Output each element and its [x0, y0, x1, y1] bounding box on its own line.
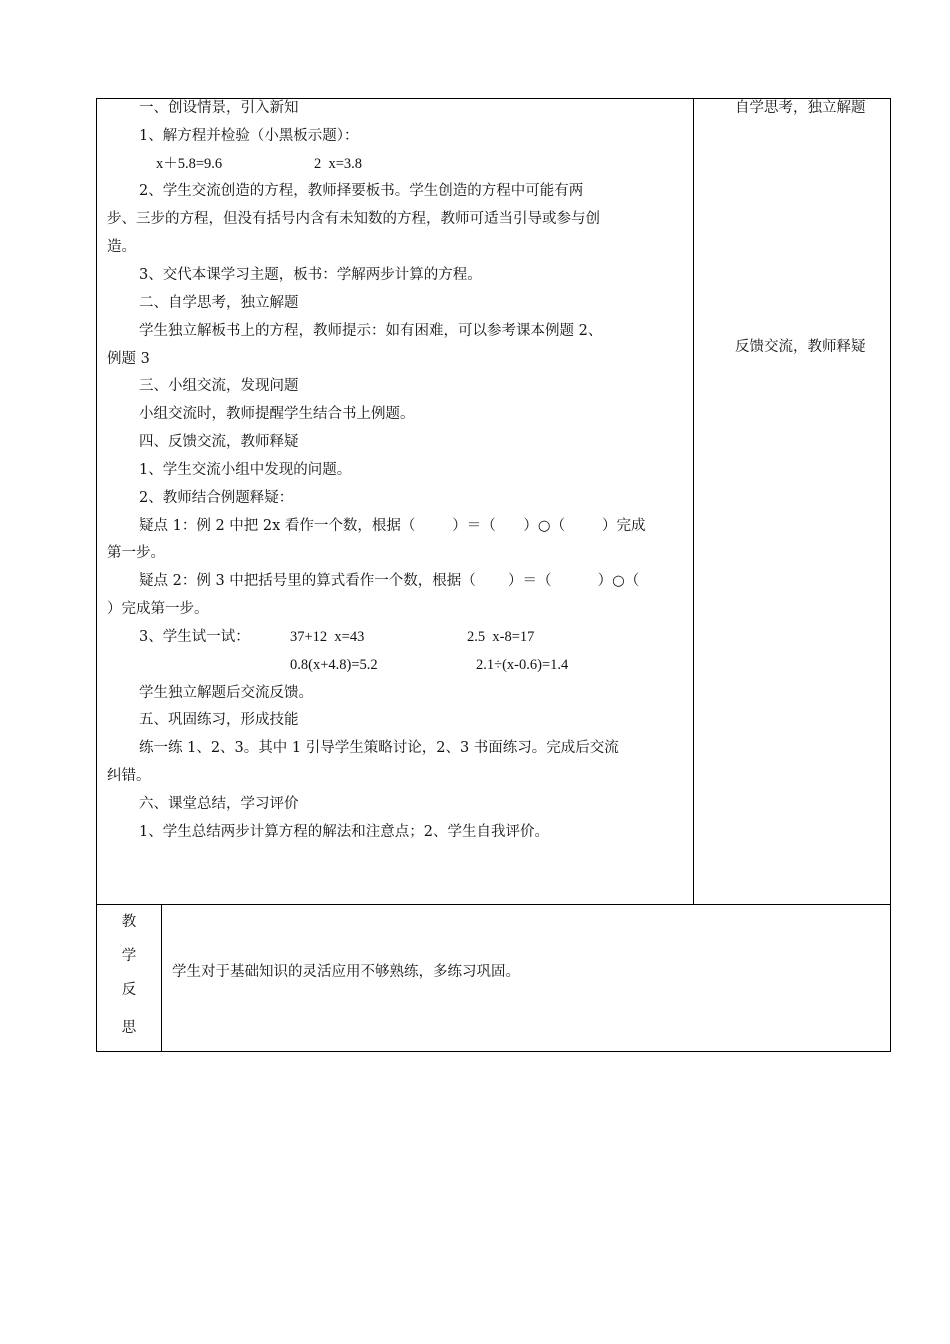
lesson-line: 1、学生总结两步计算方程的解法和注意点；2、学生自我评价。 [139, 824, 549, 840]
lesson-line: 2、教师结合例题释疑： [139, 490, 294, 506]
side-note: 反馈交流，教师释疑 [735, 339, 866, 355]
lesson-line: 3、交代本课学习主题，板书：学解两步计算的方程。 [139, 267, 482, 283]
row-divider [96, 904, 891, 905]
equation: 2.1÷(x-0.6)=1.4 [476, 657, 569, 673]
section-heading: 二、自学思考，独立解题 [139, 295, 299, 311]
section-heading: 四、反馈交流，教师释疑 [139, 434, 299, 450]
lesson-line: 2、学生交流创造的方程，教师择要板书。学生创造的方程中可能有两 [139, 183, 584, 199]
equation: x＋5.8=9.6 [156, 156, 223, 172]
lesson-line: ）完成第一步。 [107, 601, 209, 617]
table-border-left [96, 98, 97, 1052]
equation: 2.5 x-8=17 [467, 629, 535, 645]
equation: 2 x=3.8 [314, 156, 363, 172]
equation: 0.8(x+4.8)=5.2 [290, 657, 378, 673]
lesson-line: 疑点 1：例 2 中把 2x 看作一个数，根据（ ）＝（ ）○（ ）完成 [139, 518, 646, 534]
lesson-line: 1、学生交流小组中发现的问题。 [139, 462, 352, 478]
section-heading: 五、巩固练习，形成技能 [139, 712, 299, 728]
table-border-bottom [96, 1051, 891, 1052]
section-heading: 三、小组交流，发现问题 [139, 378, 299, 394]
lesson-line: 造。 [107, 239, 136, 255]
lesson-line: 3、学生试一试： [139, 629, 250, 645]
lesson-line: 步、三步的方程，但没有括号内含有未知数的方程，教师可适当引导或参与创 [107, 211, 600, 227]
lesson-line: 第一步。 [107, 545, 165, 561]
table-border-right [890, 98, 891, 1052]
reflection-label-char: 思 [121, 1020, 137, 1036]
lesson-line: 纠错。 [107, 768, 151, 784]
side-note: 自学思考，独立解题 [735, 100, 866, 116]
lesson-line: 1、解方程并检验（小黑板示题）： [139, 128, 359, 144]
lesson-line: 学生独立解板书上的方程，教师提示：如有困难，可以参考课本例题 2、 [139, 323, 603, 339]
reflection-text: 学生对于基础知识的灵活应用不够熟练，多练习巩固。 [172, 964, 520, 980]
lesson-line: 练一练 1、2、3。其中 1 引导学生策略讨论，2、3 书面练习。完成后交流 [139, 740, 619, 756]
section-heading: 一、创设情景，引入新知 [139, 100, 299, 116]
section-heading: 六、课堂总结，学习评价 [139, 796, 299, 812]
column-divider-notes [693, 98, 694, 905]
reflection-label-char: 学 [121, 948, 137, 964]
lesson-line: 小组交流时，教师提醒学生结合书上例题。 [139, 406, 415, 422]
lesson-line: 学生独立解题后交流反馈。 [139, 685, 313, 701]
reflection-label-char: 教 [121, 914, 137, 930]
lesson-line: 例题 3 [107, 351, 150, 367]
reflection-label-char: 反 [121, 982, 137, 998]
lesson-line: 疑点 2：例 3 中把括号里的算式看作一个数，根据（ ）＝（ ）○（ [139, 573, 640, 589]
equation: 37+12 x=43 [290, 629, 365, 645]
